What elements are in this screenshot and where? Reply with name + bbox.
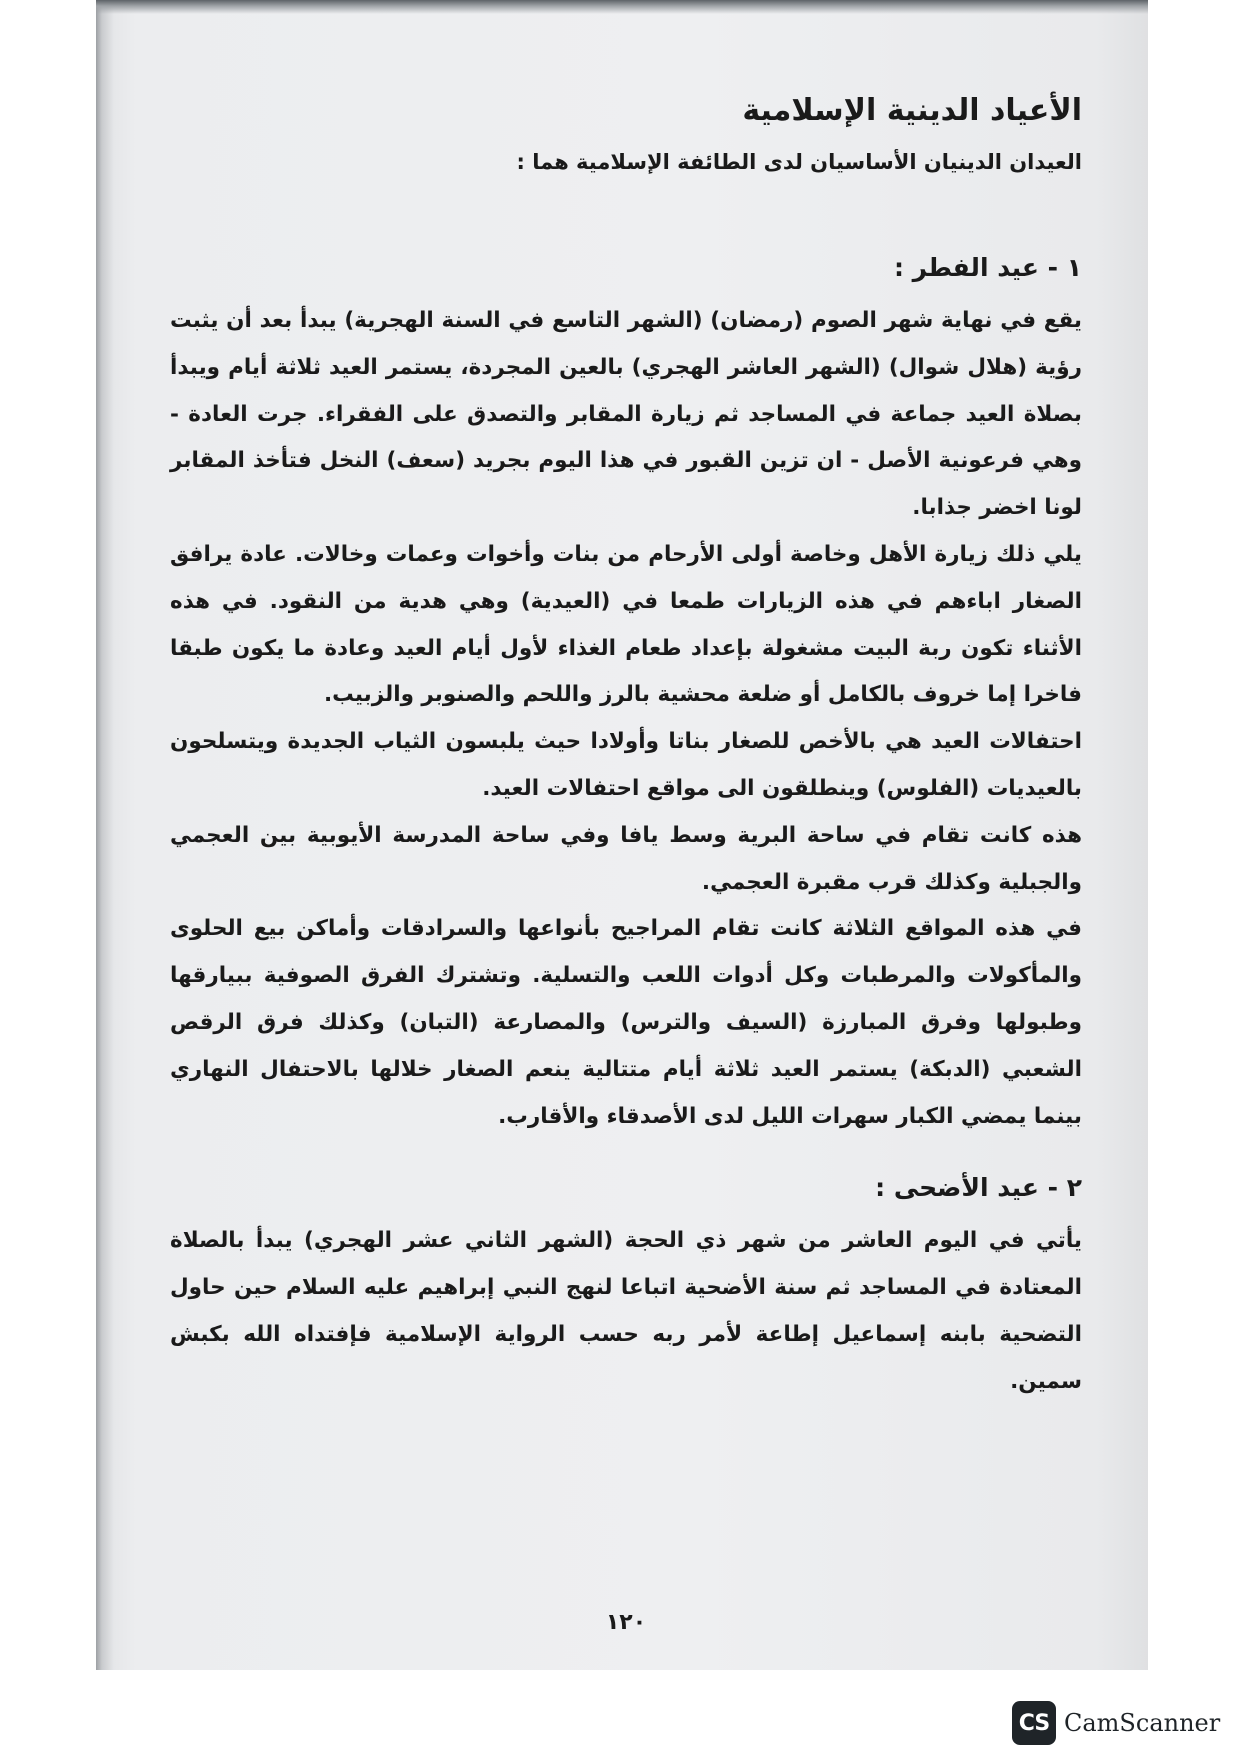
section-heading-eid-al-fitr: ١ - عيد الفطر : [893, 253, 1082, 282]
page-number: ١٢٠ [605, 1610, 647, 1635]
page-title: الأعياد الدينية الإسلامية [742, 93, 1082, 128]
section-spacer [170, 1140, 1082, 1168]
paragraph: يأتي في اليوم العاشر من شهر ذي الحجة (الشهر الثاني عشر الهجري) يبدأ بالصلاة المعتادة في المساجد ثم سنة الأضحية اتباعا لنهج النبي إبراهيم عليه السلام حين حاول التضحية بابنه إسماعيل إطاعة لأمر ربه حسب الرواية الإسلامية فإفتداه الله بكبش سمين. [170, 1228, 1082, 1394]
paragraph: يقع في نهاية شهر الصوم (رمضان) (الشهر التاسع في السنة الهجرية) يبدأ بعد أن يثبت رؤية (هلال شوال) (الشهر العاشر الهجري) بالعين المجردة، يستمر العيد ثلاثة أيام ويبدأ بصلاة العيد جماعة في المساجد ثم زيارة المقابر والتصدق على الفقراء. جرت العادة - وهي فرعونية الأصل - ان تزين القبور في هذا اليوم بجريد (سعف) النخل فتأخذ المقابر لونا اخضر جذابا. [170, 308, 1082, 521]
paragraph: هذه كانت تقام في ساحة البرية وسط يافا وفي ساحة المدرسة الأيوبية بين العجمي والجبلية وكذلك قرب مقبرة العجمي. [170, 822, 1082, 895]
intro-line: العيدان الدينيان الأساسيان لدى الطائفة الإسلامية هما : [516, 150, 1082, 174]
scan-edge-shadow [96, 0, 1148, 14]
book-page [170, 90, 1082, 1635]
camscanner-logo-icon: CS [1012, 1701, 1056, 1745]
camscanner-name: CamScanner [1064, 1709, 1221, 1737]
paragraph: احتفالات العيد هي بالأخص للصغار بناتا وأولادا حيث يلبسون الثياب الجديدة ويتسلحون بالعيديات (الفلوس) وينطلقون الى مواقع احتفالات العيد. [170, 729, 1082, 801]
section-heading-eid-al-adha: ٢ - عيد الأضحى : [875, 1173, 1082, 1203]
paragraph: في هذه المواقع الثلاثة كانت تقام المراجيح بأنواعها والسرادقات وأماكن بيع الحلوى والمأكولات والمرطبات وكل أدوات اللعب والتسلية. وتشترك الفرق الصوفية ببيارقها وطبولها وفرق المبارزة (السيف والترس) والمصارعة (التبان) وكذلك فرق الرقص الشعبي (الدبكة) يستمر العيد ثلاثة أيام متتالية ينعم الصغار خلالها بالاحتفال النهاري بينما يمضي الكبار سهرات الليل لدى الأصدقاء والأقارب. [170, 916, 1082, 1129]
paragraph: يلي ذلك زيارة الأهل وخاصة أولى الأرحام من بنات وأخوات وعمات وخالات. عادة يرافق الصغار اباءهم في هذه الزيارات طمعا في (العيدية) وهي هدية من النقود. في هذه الأثناء تكون ربة البيت مشغولة بإعداد طعام الغذاء لأول أيام العيد وعادة ما يكون طبقا فاخرا إما خروف بالكامل أو ضلعة محشية بالرز واللحم والصنوبر والزبيب. [170, 541, 1082, 708]
camscanner-watermark [1012, 1700, 1220, 1746]
